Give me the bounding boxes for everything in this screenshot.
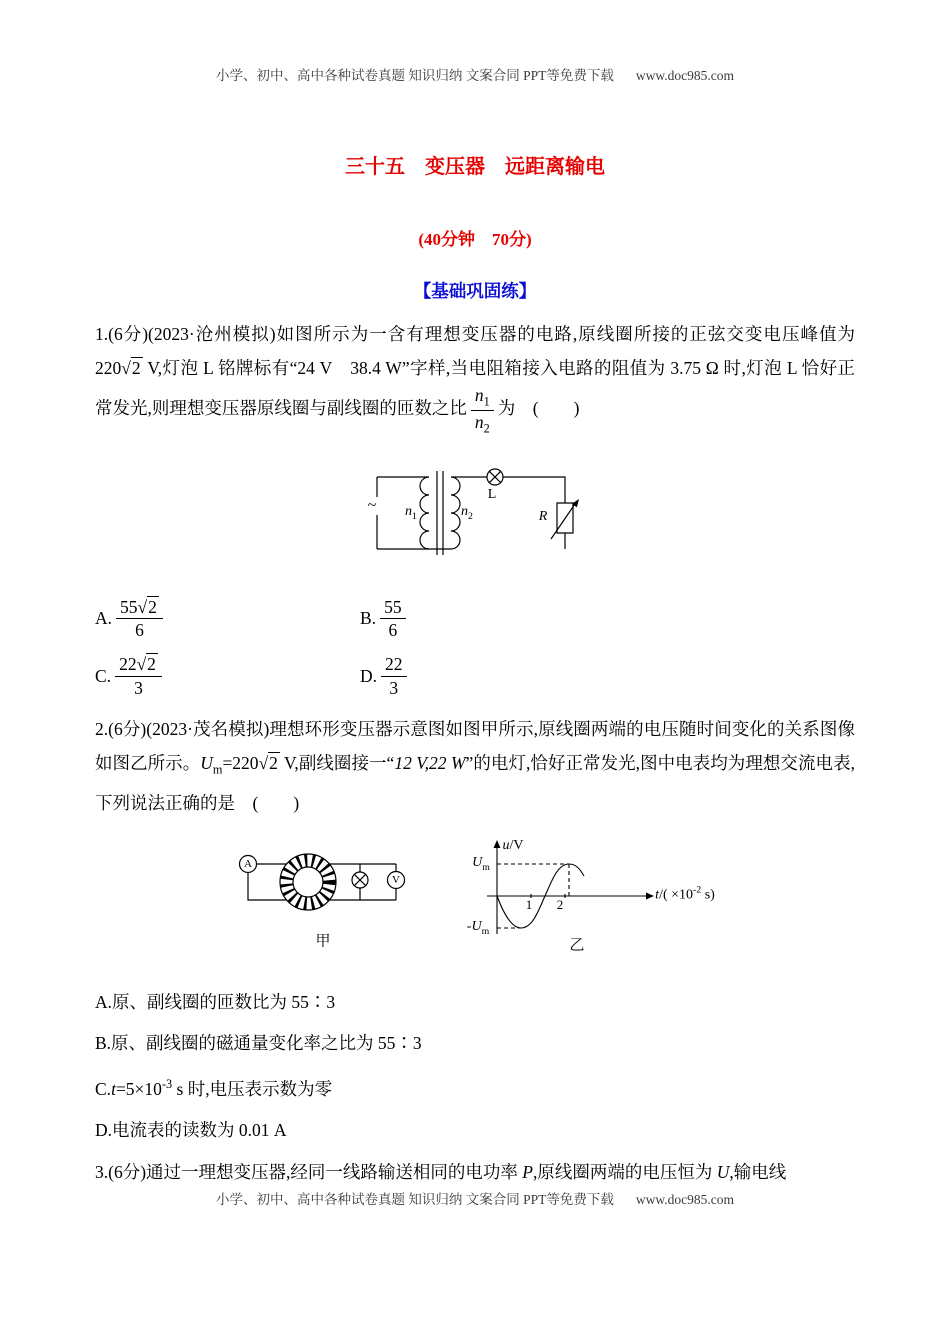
q2-figures xyxy=(95,834,855,954)
figure-yi-label: 乙 xyxy=(569,937,585,954)
footer-url[interactable]: www.doc985.com xyxy=(635,1192,734,1207)
question-1-stem: 1.(6分)(2023·沧州模拟)如图所示为一含有理想变压器的电路,原线圈所接的正弦交变电压峰值为 220√2 V,灯泡 L 铭牌标有“24 V 38.4 W”字样,当电阻箱接入电路的阻值为 3.75 Ω 时,灯泡 L 恰好正常发光,则理想变压器原线圈与副线圈的匝数之比 $\frac{n_1}{n_2}$ 为 ( ) xyxy=(95,324,855,436)
ac-source-symbol: ~ xyxy=(367,497,377,515)
q1-option-b: B. $\frac{55}{6}$ xyxy=(360,597,855,640)
tick-2: 2 xyxy=(556,897,564,913)
transformer-core xyxy=(437,471,443,555)
x-axis-label: $t/( \times 10^{-2}$ s) xyxy=(655,884,715,903)
lamp-icon xyxy=(487,469,503,485)
q2-options xyxy=(95,982,855,1151)
secondary-winding-label: $n_2$ xyxy=(461,504,473,523)
um-dashed-lines xyxy=(497,864,569,896)
question-3-stem: 3.(6分)通过一理想变压器,经同一线路输送相同的电功率 P,原线圈两端的电压恒为 U,输电线 xyxy=(95,1161,787,1182)
q2-option-a: A.原、副线圈的匝数比为 55∶3 xyxy=(95,992,336,1013)
question-2-stem: 2.(6分)(2023·茂名模拟)理想环形变压器示意图如图甲所示,原线圈两端的电压随时间变化的关系图像如图乙所示。$U_m=220√2$ V,副线圈接一“12 V,22 W”的电灯,恰好正常发光,图中电表均为理想交流电表,下列说法正确的是 ( ) xyxy=(95,718,855,814)
q2-voltage-graph xyxy=(457,834,722,954)
q1-options xyxy=(95,597,855,698)
primary-winding-label: $n_1$ xyxy=(405,504,417,523)
q1-option-c: C. $\frac{22√2}{3}$ xyxy=(95,654,360,697)
header-text: 小学、初中、高中各种试卷真题 知识归纳 文案合同 PPT等免费下载 xyxy=(216,68,614,83)
q1-option-a: A. $\frac{55√2}{6}$ xyxy=(95,597,360,640)
q2-transformer-diagram xyxy=(228,834,423,954)
page-header xyxy=(0,64,950,84)
x-axis-arrowhead xyxy=(646,893,654,900)
q2-option-d: D.电流表的读数为 0.01 A xyxy=(95,1119,287,1140)
circuit-svg xyxy=(355,453,595,575)
um-label: $U_m$ xyxy=(472,855,490,874)
lamp-label: L xyxy=(487,487,497,503)
q2-option-c: $C.t=5\times 10^{-3}$ s 时,电压表示数为零 xyxy=(95,1077,333,1099)
header-url[interactable]: www.doc985.com xyxy=(635,68,734,83)
page-footer xyxy=(0,1188,950,1208)
voltmeter-label: V xyxy=(392,874,400,887)
q2-option-b: B.原、副线圈的磁通量变化率之比为 55∶3 xyxy=(95,1033,422,1054)
primary-coil xyxy=(420,477,429,549)
q1-option-d: D. $\frac{22}{3}$ xyxy=(360,654,855,697)
toroid-inner xyxy=(293,867,323,897)
secondary-coil xyxy=(451,477,460,549)
section-header: 【基础巩固练】 xyxy=(413,281,537,301)
footer-text: 小学、初中、高中各种试卷真题 知识归纳 文案合同 PPT等免费下载 xyxy=(216,1192,614,1207)
document-body xyxy=(95,142,855,1189)
page-title: 三十五 变压器 远距离输电 xyxy=(345,156,605,178)
y-axis-arrowhead xyxy=(494,840,501,848)
duration-line: (40分钟 70分) xyxy=(418,230,532,249)
neg-um-label: $-U_m$ xyxy=(466,919,490,938)
rheostat-icon xyxy=(551,501,577,539)
ammeter-label: A xyxy=(244,858,252,871)
q1-circuit-diagram xyxy=(355,453,595,575)
tick-1: 1 xyxy=(525,897,533,913)
figure-jia-label: 甲 xyxy=(315,933,331,950)
resistor-label: R xyxy=(538,509,548,525)
lamp-icon xyxy=(352,872,368,888)
y-axis-label: u/V xyxy=(502,838,524,854)
